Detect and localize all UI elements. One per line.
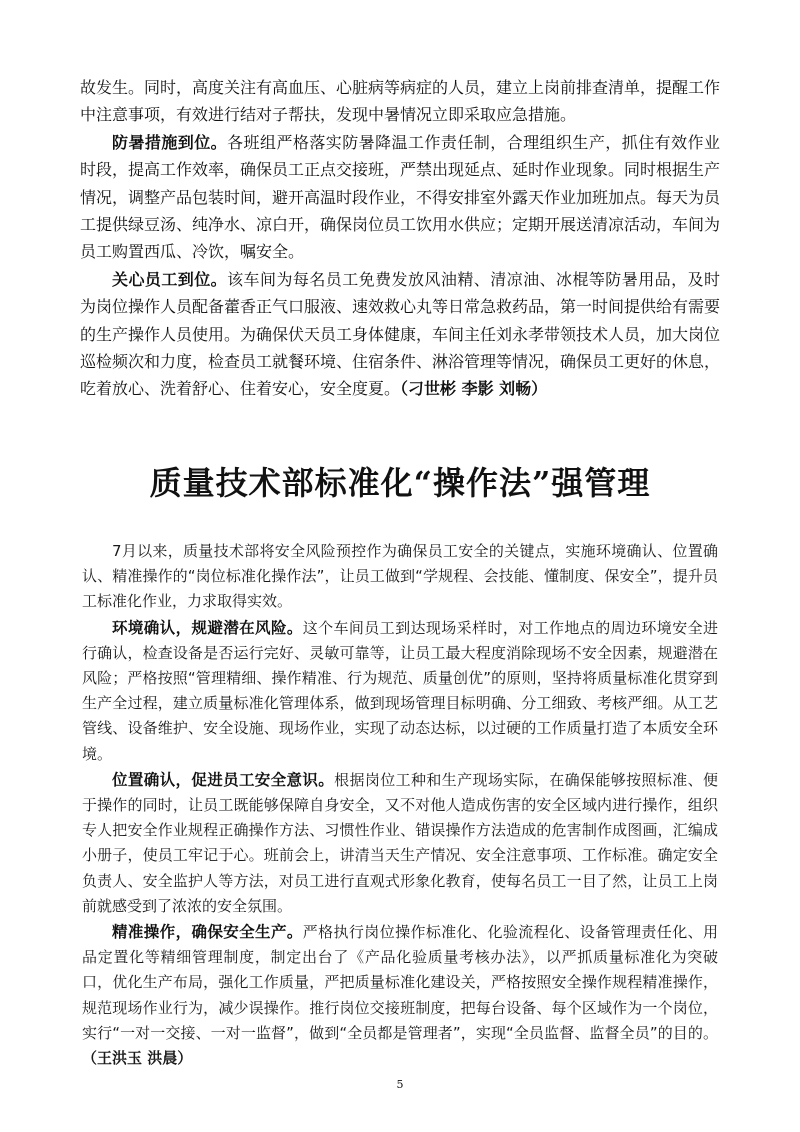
paragraph-lead: 环境确认，规避潜在风险。 (112, 617, 303, 637)
author-credit: （王洪玉 洪晨） (82, 1049, 193, 1068)
paragraph-position-check (82, 767, 718, 919)
paragraph-body: 严格执行岗位操作标准化、化验流程化、设备管理责任化、用品定置化等精细管理制度，制定出台了《产品化验质量考核办法》，以严抓质量标准化为突破口，优化生产布局，强化工作质量，严把质量标准化建设关，严格按照安全操作规程精准操作，规范现场作业行为，减少误操作。推行岗位交接班制度，把每台设备、每个区域作为一个岗位，实行“一对一交接、一对一监督”，做到“全员都是管理者”，实现“全员监督、监督全员”的目的。 (82, 923, 718, 1042)
article-title: 质量技术部标准化“操作法”强管理 (149, 464, 651, 502)
paragraph-heatstroke-continuation: 故发生。同时，高度关注有高血压、心脏病等病症的人员，建立上岗前排查清单，提醒工作中注意事项，有效进行结对子帮扶，发现中暑情况立即采取应急措施。 (80, 78, 721, 125)
paragraph-employee-care (80, 266, 720, 403)
paragraph-body: 这个车间员工到达现场采样时，对工作地点的周边环境安全进行确认，检查设备是否运行完好、灵敏可靠等，让员工最大程度消除现场不安全因素，规避潜在风险；严格按照“管理精细、操作精准、行为规范、质量创优”的原则，坚持将质量标准化贯穿到生产全过程，建立质量标准化管理体系，做到现场管理目标明确、分工细致、考核严细。从工艺管线、设备维护、安全设施、现场作业，实现了动态达标，以过硬的工作质量打造了本质安全环境。 (82, 618, 718, 763)
author-credit: （刁世彬 李影 刘畅） (400, 379, 548, 399)
paragraph-precise-operation (82, 919, 718, 1071)
article-body (82, 539, 718, 1071)
paragraph-environment-check (82, 615, 718, 767)
page-number: 5 (396, 1078, 404, 1091)
paragraph-intro: 7月以来，质量技术部将安全风险预控作为确保员工安全的关键点，实施环境确认、位置确认、精准操作的“岗位标准化操作法”，让员工做到“学规程、会技能、懂制度、保安全”，提升员工标准化作业，力求取得实效。 (82, 542, 718, 611)
paragraph-lead: 关心员工到位。 (112, 269, 228, 289)
paragraph-body: 各班组严格落实防暑降温工作责任制，合理组织生产，抓住有效作业时段，提高工作效率，确保员工正点交接班，严禁出现延点、延时作业现象。同时根据生产情况，调整产品包装时间，避开高温时段作业，不得安排室外露天作业加班加点。每天为员工提供绿豆汤、纯净水、凉白开，确保岗位员工饮用水供应；定期开展送清凉活动，车间为员工购置西瓜、冷饮，嘱安全。 (80, 132, 721, 262)
paragraph-lead: 防暑措施到位。 (112, 132, 228, 152)
paragraph-body: 该车间为每名员工免费发放风油精、清凉油、冰棍等防暑用品，及时为岗位操作人员配备藿香正气口服液、速效救心丸等日常急救药品，第一时间提供给有需要的生产操作人员使用。为确保伏天员工身体健康，车间主任刘永孝带领技术人员，加大岗位巡检频次和力度，检查员工就餐环境、住宿条件、淋浴管理等情况，确保员工更好的休息，吃着放心、洗着舒心、住着安心，安全度夏。 (80, 269, 721, 399)
paragraph-lead: 精准操作，确保安全生产。 (112, 922, 303, 942)
paragraph-body: 根据岗位工种和生产现场实际，在确保能够按照标准、便于操作的同时，让员工既能够保障自身安全，又不对他人造成伤害的安全区域内进行操作，组织专人把安全作业规程正确操作方法、习惯性作业、错误操作方法造成的危害制作成图画，汇编成小册子，使员工牢记于心。班前会上，讲清当天生产情况、安全注意事项、工作标准。确定安全负责人、安全监护人等方法，对员工进行直观式形象化教育，使每名员工一目了然，让员工上岗前就感受到了浓浓的安全氛围。 (82, 770, 718, 915)
paragraph-lead: 位置确认，促进员工安全意识。 (112, 769, 335, 789)
paragraph-heat-prevention (80, 129, 720, 266)
previous-article-continuation (80, 74, 720, 403)
